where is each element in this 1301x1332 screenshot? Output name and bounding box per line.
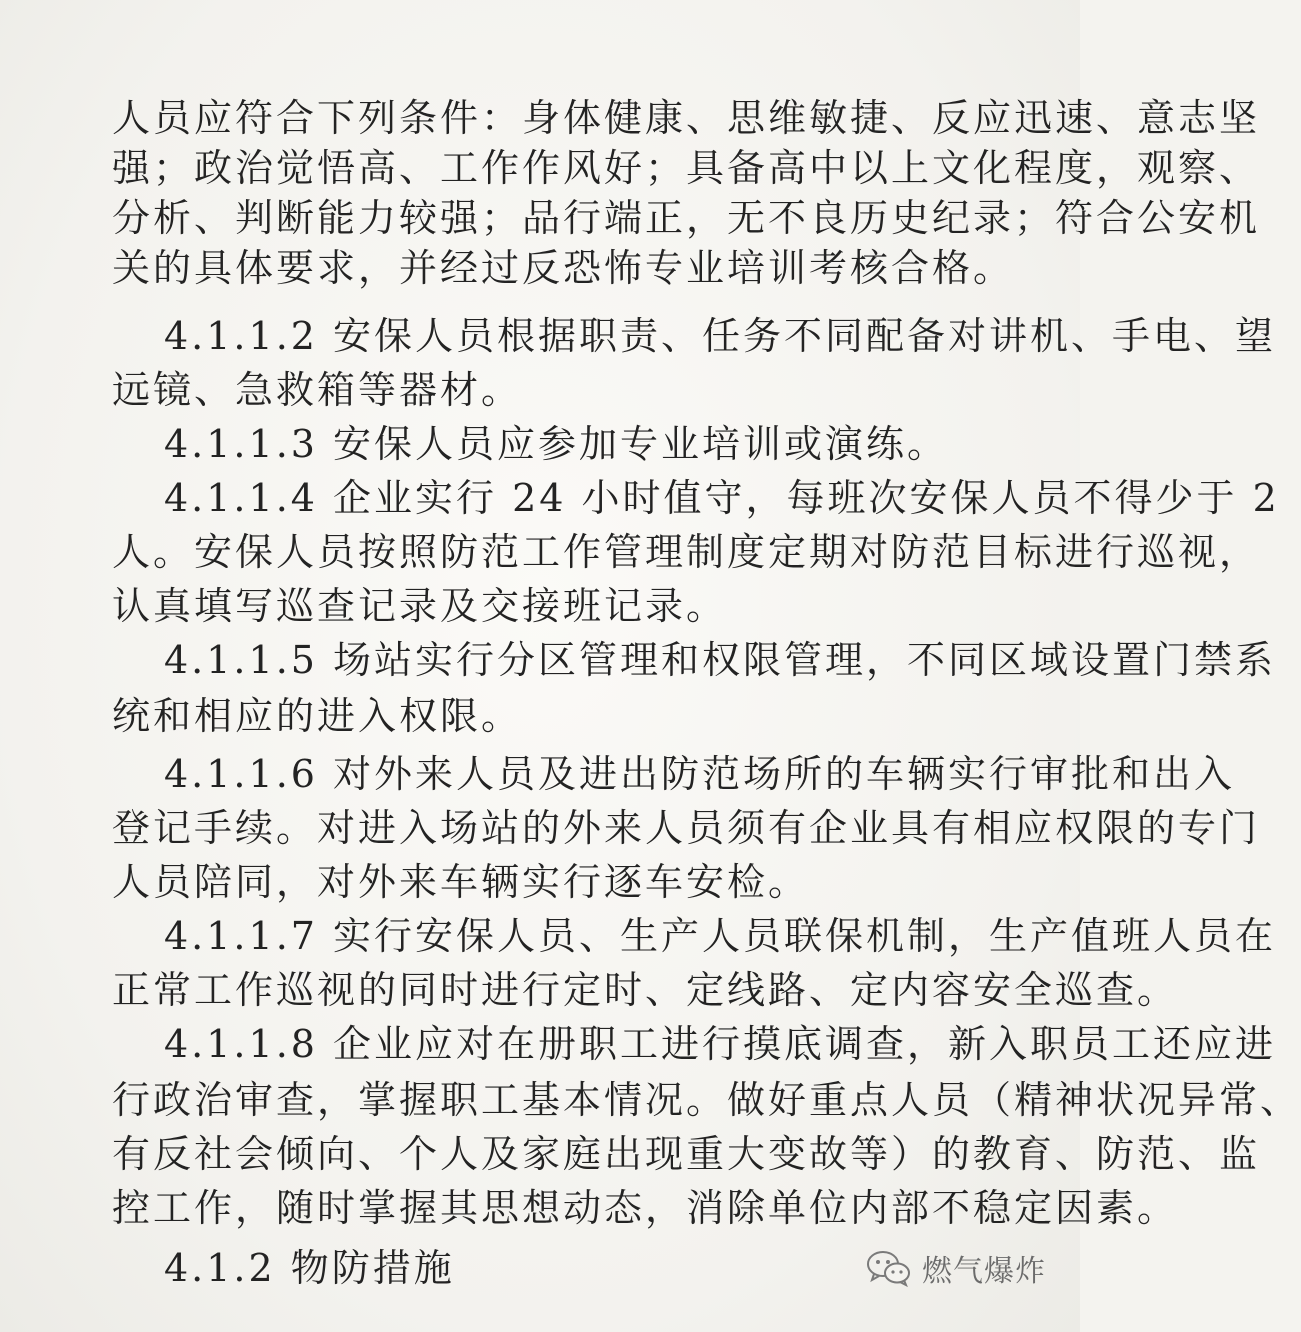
text-line: 正常工作巡视的同时进行定时、定线路、定内容安全巡查。 (112, 968, 1179, 1012)
text-line: 统和相应的进入权限。 (112, 694, 523, 738)
watermark (866, 1246, 1046, 1290)
text-line: 4.1.1.6 对外来人员及进出防范场所的车辆实行审批和出入 (164, 752, 1236, 796)
text-line: 4.1.1.5 场站实行分区管理和权限管理，不同区域设置门禁系 (164, 638, 1277, 682)
text-line: 4.1.1.8 企业应对在册职工进行摸底调查，新入职员工还应进 (164, 1022, 1277, 1066)
text-line: 远镜、急救箱等器材。 (112, 368, 523, 412)
text-line: 认真填写巡查记录及交接班记录。 (112, 584, 728, 628)
text-line: 有反社会倾向、个人及家庭出现重大变故等）的教育、防范、监 (112, 1132, 1261, 1176)
text-line: 行政治审查，掌握职工基本情况。做好重点人员（精神状况异常、 (112, 1078, 1301, 1122)
text-line: 4.1.1.3 安保人员应参加专业培训或演练。 (164, 422, 949, 466)
text-line: 人员应符合下列条件：身体健康、思维敏捷、反应迅速、意志坚 (112, 96, 1261, 140)
text-line: 4.1.1.2 安保人员根据职责、任务不同配备对讲机、手电、望 (164, 314, 1277, 358)
text-line: 控工作，随时掌握其思想动态，消除单位内部不稳定因素。 (112, 1186, 1179, 1230)
text-line: 关的具体要求，并经过反恐怖专业培训考核合格。 (112, 246, 1015, 290)
text-line: 登记手续。对进入场站的外来人员须有企业具有相应权限的专门 (112, 806, 1261, 850)
text-line: 4.1.1.7 实行安保人员、生产人员联保机制，生产值班人员在 (164, 914, 1277, 958)
text-line: 人员陪同，对外来车辆实行逐车安检。 (112, 860, 810, 904)
text-line: 强；政治觉悟高、工作作风好；具备高中以上文化程度，观察、 (112, 146, 1261, 190)
wechat-icon (866, 1249, 912, 1287)
text-line: 4.1.1.4 企业实行 24 小时值守，每班次安保人员不得少于 2 (164, 476, 1280, 520)
watermark-text: 燃气爆炸 (922, 1254, 1046, 1289)
section-heading: 4.1.2 物防措施 (164, 1246, 455, 1290)
text-line: 人。安保人员按照防范工作管理制度定期对防范目标进行巡视， (112, 530, 1261, 574)
text-line: 分析、判断能力较强；品行端正，无不良历史纪录；符合公安机 (112, 196, 1261, 240)
